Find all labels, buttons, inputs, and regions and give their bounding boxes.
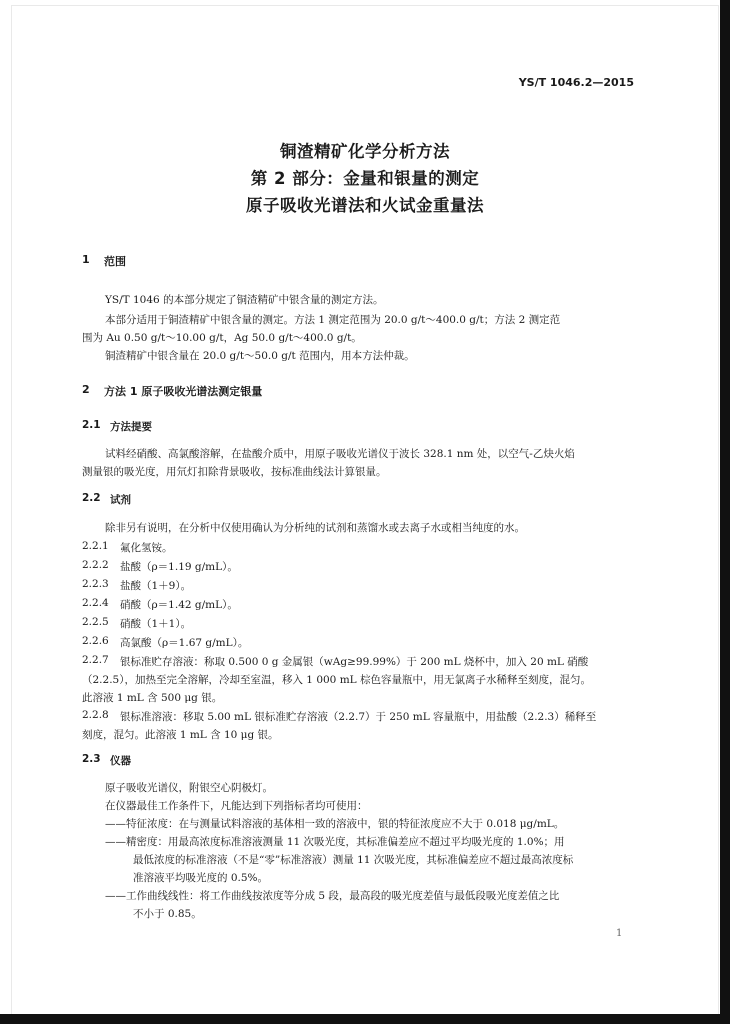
instrument-bullet-2-line-3: 准溶液平均吸光度的 0.5%。 — [133, 872, 269, 884]
reagent-text: 硝酸（ρ＝1.42 g/mL）。 — [120, 599, 238, 611]
section-2-1-number: 2.1 — [82, 419, 101, 431]
standard-code: YS/T 1046.2—2015 — [518, 76, 634, 89]
reagent-text: 氟化氢铵。 — [120, 542, 173, 554]
reagent-number: 2.2.3 — [82, 578, 109, 590]
reagent-number: 2.2.2 — [82, 559, 109, 571]
instrument-bullet-1: ——特征浓度：在与测量试料溶液的基体相一致的溶液中，银的特征浓度应不大于 0.018 μg/mL。 — [105, 818, 565, 830]
reagent-2-2-7-line-2: （2.2.5），加热至完全溶解，冷却至室温，移入 1 000 mL 棕色容量瓶中，用无氯离子水稀释至刻度，混匀。 — [82, 674, 591, 686]
section-2-2-number: 2.2 — [82, 492, 101, 504]
reagent-2-2-7-line-3: 此溶液 1 mL 含 500 μg 银。 — [82, 692, 223, 704]
instrument-bullet-2-line-1: ——精密度：用最高浓度标准溶液测量 11 次吸光度，其标准偏差应不超过平均吸光度的 1.0%；用 — [105, 836, 565, 848]
reagent-number: 2.2.8 — [82, 709, 109, 721]
section-1-heading: 范围 — [104, 255, 126, 268]
instrument-para-2: 在仪器最佳工作条件下，凡能达到下列指标者均可使用： — [105, 800, 368, 812]
section-2-1-line-2: 测量银的吸光度，用氘灯扣除背景吸收，按标准曲线法计算银量。 — [82, 466, 387, 478]
reagent-number: 2.2.5 — [82, 616, 109, 628]
reagent-number: 2.2.1 — [82, 540, 109, 552]
scan-border-bottom — [0, 1014, 730, 1024]
section-2-number: 2 — [82, 383, 90, 396]
reagent-number: 2.2.6 — [82, 635, 109, 647]
section-2-heading: 方法 1 原子吸收光谱法测定银量 — [104, 385, 263, 398]
section-2-2-intro: 除非另有说明，在分析中仅使用确认为分析纯的试剂和蒸馏水或去离子水或相当纯度的水。 — [105, 522, 525, 534]
reagent-text: 高氯酸（ρ＝1.67 g/mL）。 — [120, 637, 249, 649]
reagent-text: 盐酸（1＋9）。 — [120, 580, 192, 592]
reagent-number: 2.2.4 — [82, 597, 109, 609]
reagent-text: 盐酸（ρ＝1.19 g/mL）。 — [120, 561, 238, 573]
section-2-3-number: 2.3 — [82, 753, 101, 765]
instrument-bullet-3-line-2: 不小于 0.85。 — [133, 908, 202, 920]
section-1-number: 1 — [82, 253, 90, 266]
reagent-2-2-7-line-1: 银标准贮存溶液：称取 0.500 0 g 金属银（wAg≥99.99%）于 200 mL 烧杯中，加入 20 mL 硝酸 — [120, 656, 589, 668]
section-2-3-heading: 仪器 — [110, 755, 131, 767]
reagent-2-2-8-line-2: 刻度，混匀。此溶液 1 mL 含 10 μg 银。 — [82, 729, 279, 741]
reagent-text: 硝酸（1＋1）。 — [120, 618, 192, 630]
section-1-para-1: YS/T 1046 的本部分规定了铜渣精矿中银含量的测定方法。 — [105, 294, 384, 306]
section-1-para-2-line-2: 围为 Au 0.50 g/t～10.00 g/t，Ag 50.0 g/t～400.0 g/t。 — [82, 332, 362, 344]
reagent-number: 2.2.7 — [82, 654, 109, 666]
page-number: 1 — [616, 928, 623, 939]
section-1-para-3: 铜渣精矿中银含量在 20.0 g/t～50.0 g/t 范围内，用本方法仲裁。 — [105, 350, 415, 362]
title-line-2: 第 2 部分：金量和银量的测定 — [250, 169, 480, 188]
instrument-bullet-3-line-1: ——工作曲线线性：将工作曲线按浓度等分成 5 段，最高段的吸光度差值与最低段吸光度差值之比 — [105, 890, 560, 902]
section-1-para-2-line-1: 本部分适用于铜渣精矿中银含量的测定。方法 1 测定范围为 20.0 g/t～400.0 g/t；方法 2 测定范 — [105, 314, 561, 326]
instrument-bullet-2-line-2: 最低浓度的标准溶液（不是“零”标准溶液）测量 11 次吸光度，其标准偏差应不超过最高浓度标 — [133, 854, 574, 866]
section-2-2-heading: 试剂 — [110, 494, 131, 506]
reagent-2-2-8-line-1: 银标准溶液：移取 5.00 mL 银标准贮存溶液（2.2.7）于 250 mL 容量瓶中，用盐酸（2.2.3）稀释至 — [120, 711, 597, 723]
title-line-3: 原子吸收光谱法和火试金重量法 — [246, 196, 484, 215]
section-2-1-line-1: 试料经硝酸、高氯酸溶解，在盐酸介质中，用原子吸收光谱仪于波长 328.1 nm 处，以空气-乙炔火焰 — [105, 448, 575, 460]
title-line-1: 铜渣精矿化学分析方法 — [280, 142, 450, 161]
section-2-1-heading: 方法提要 — [110, 421, 152, 433]
instrument-para-1: 原子吸收光谱仪，附银空心阴极灯。 — [105, 782, 273, 794]
